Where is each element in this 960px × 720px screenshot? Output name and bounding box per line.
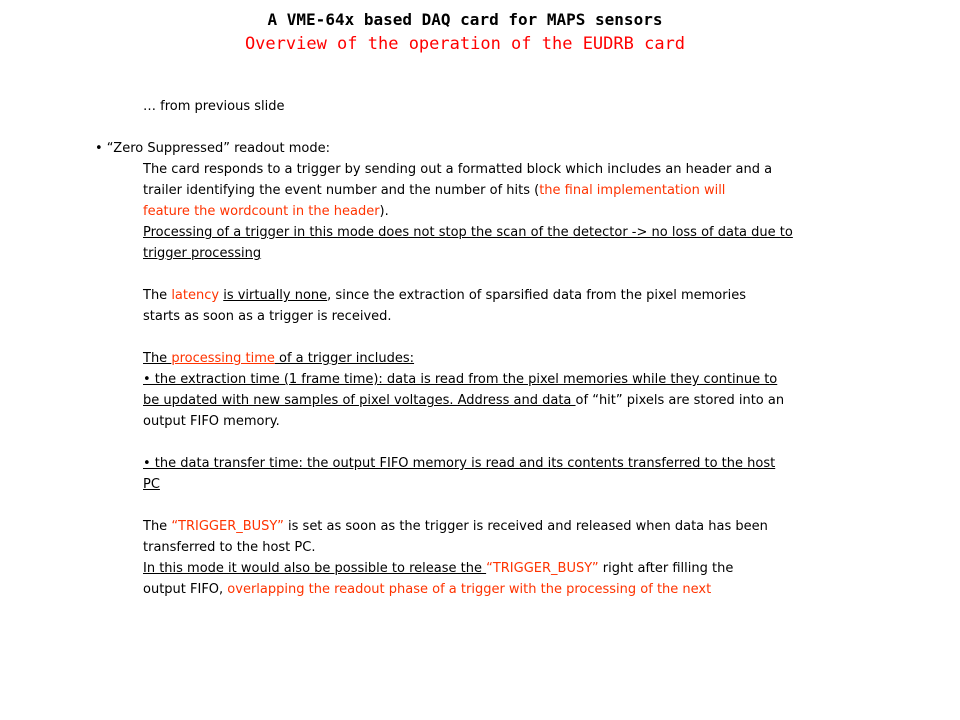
paragraph-line [0, 516, 960, 537]
highlight-text: latency [171, 288, 220, 303]
paragraph-line [0, 369, 960, 390]
slide-subtitle: Overview of the operation of the EUDRB card [244, 34, 686, 54]
underlined-text: be updated with new samples of pixel voltages. Address and data [143, 393, 576, 408]
slide-body [0, 96, 960, 600]
text-span: of “hit” pixels are stored into an [575, 393, 785, 408]
text-span: , since the extraction of sparsified data from the pixel memories [327, 288, 746, 303]
underlined-text: • the extraction time (1 frame time): data is read from the pixel memories while they continue to [143, 372, 778, 387]
slide-title: A VME-64x based DAQ card for MAPS sensors [267, 10, 663, 29]
highlight-text: “TRIGGER_BUSY” [171, 519, 284, 534]
paragraph-line: output FIFO memory. [143, 414, 280, 429]
text-span: The [143, 519, 172, 534]
mode-heading: • “Zero Suppressed” readout mode: [95, 141, 331, 156]
underlined-text: In this mode it would also be possible to release the [143, 561, 487, 576]
highlight-text: overlapping the readout phase of a trigger with the processing of the next [227, 582, 712, 597]
underlined-text: Processing of a trigger in this mode does not stop the scan of the detector -> no loss of data due to [143, 225, 793, 240]
paragraph-line [0, 453, 960, 474]
paragraph-line [0, 285, 960, 306]
paragraph-line [0, 243, 960, 264]
paragraph-line: The card responds to a trigger by sending out a formatted block which includes an header and a [143, 162, 773, 177]
text-span: trailer identifying the event number and the number of hits ( [143, 183, 540, 198]
paragraph-line [0, 201, 960, 222]
paragraph-line: starts as soon as a trigger is received. [143, 309, 392, 324]
highlight-text: the final implementation will [539, 183, 726, 198]
paragraph-line: transferred to the host PC. [143, 540, 316, 555]
highlight-text: feature the wordcount in the header [143, 204, 380, 219]
paragraph-line [0, 474, 960, 495]
underlined-text: trigger processing [143, 246, 262, 261]
underlined-text: • the data transfer time: the output FIFO memory is read and its contents transferred to the host [143, 456, 776, 471]
paragraph-line [0, 180, 960, 201]
underlined-text: is virtually none [223, 288, 328, 303]
text-span: ). [379, 204, 389, 219]
paragraph-line [0, 390, 960, 411]
text-span: The [143, 288, 172, 303]
underlined-text: PC [143, 477, 160, 492]
text-span: right after filling the [598, 561, 734, 576]
text-span: output FIFO, [143, 582, 228, 597]
underlined-text: The [143, 351, 172, 366]
paragraph-line [0, 579, 960, 600]
previous-slide-note: … from previous slide [143, 99, 285, 114]
text-span: is set as soon as the trigger is received and released when data has been [283, 519, 768, 534]
highlight-text: “TRIGGER_BUSY” [486, 561, 599, 576]
paragraph-line [0, 348, 960, 369]
highlight-text: processing time [171, 351, 275, 366]
paragraph-line [0, 222, 960, 243]
paragraph-line [0, 558, 960, 579]
underlined-text: of a trigger includes: [274, 351, 415, 366]
